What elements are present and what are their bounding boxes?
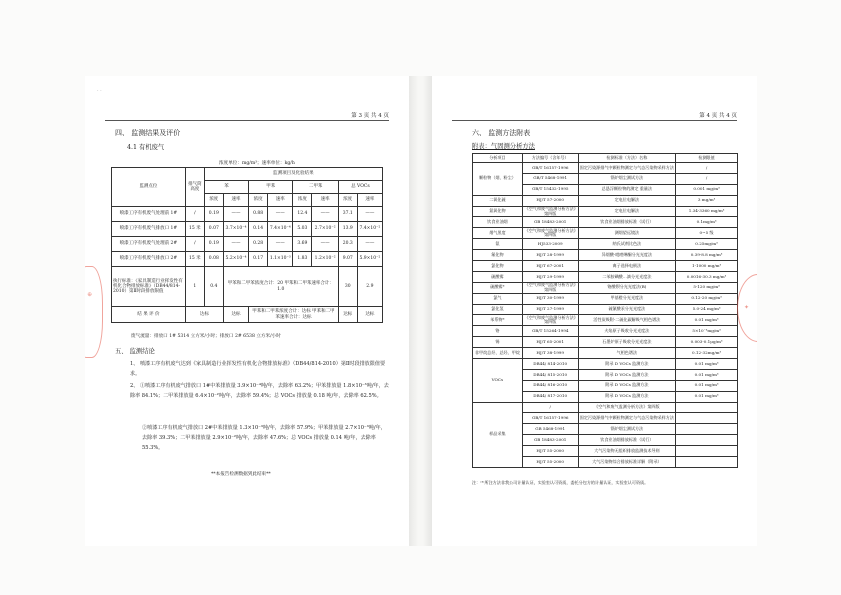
header-item: 分析项目 (473, 154, 523, 163)
cell-std: HJ/T 57-2000 (522, 195, 578, 206)
methods-rows (473, 163, 738, 468)
end-of-report-note: **本报告检测数据到此结束** (211, 472, 271, 477)
cell-name: 甲基橙分光光度法 (578, 293, 676, 304)
table-row (473, 228, 738, 239)
table-row (473, 293, 738, 304)
conclusion-3: ②喷漆工序有机废气排放口 2#中苯排放量 1.3×10⁻³吨/年，去除率 57.9%；甲苯排放量 2.7×10⁻³吨/年，去除率 39.3%；二甲苯排放量 2.9×10⁻²吨/年，去除率 47.6%；总 VOCs 排放量 0.14 吨/年，去除率 55.3%。 (142, 425, 386, 451)
cell-limit (676, 402, 738, 413)
methods-table (472, 153, 738, 468)
header-conc: 浓度 (204, 194, 223, 207)
cell-r1: 5.2×10⁻⁴ (223, 252, 248, 267)
cell-r1: —— (223, 207, 248, 222)
cell-item: 苯系物* (473, 315, 523, 326)
cell-item: 硫酸雾* (473, 282, 523, 293)
cell-limit: 0.12-20 mg/m³ (676, 293, 738, 304)
cell-c2: 0.17 (249, 252, 268, 267)
cell-item: 烟气黑度 (473, 228, 523, 239)
table-row (473, 250, 738, 261)
cell-std: HJ/T 65-2001 (522, 337, 578, 348)
header-conc: 浓度 (338, 194, 357, 207)
cell-point: 喷漆工序有机废气排放口 1# (112, 222, 186, 237)
cell-r3: —— (312, 207, 338, 222)
cell-c1: 0.08 (204, 252, 223, 267)
cell-r3: 2.7×10⁻² (312, 222, 338, 237)
seal-stamp-mark: ⊕ (87, 291, 93, 298)
evaluation-vocs-rate: 达标 (357, 307, 382, 323)
header-toluene: 甲苯 (249, 181, 293, 194)
cell-item: 样品采集 (473, 402, 523, 467)
cell-name: 饮食业油烟排放标准（试行） (578, 217, 676, 228)
cell-std: HJ/T 29-1999 (522, 271, 578, 282)
table-row (473, 206, 738, 217)
cell-std: HJ/T 28-1999 (522, 250, 578, 261)
cell-std: HJ/T 55-2000 (522, 446, 578, 457)
cell-std: GB/T 15432-1995 (522, 184, 578, 195)
cell-limit: 1.34-3360 mg/m³ (676, 206, 738, 217)
table-row (473, 282, 738, 293)
cell-c2: 0.14 (249, 222, 268, 237)
cell-c4: 13.9 (338, 222, 357, 237)
units-note: 浓度单位：mg/m³；速率单位：kg/h (219, 161, 295, 166)
cell-name: 测烟望远镜法 (578, 228, 676, 239)
cell-name: 锅炉烟尘测试方法 (578, 173, 676, 184)
cell-limit: / (676, 173, 738, 184)
table-row (473, 304, 738, 315)
cell-item: 氟化物 (473, 250, 523, 261)
cell-r2: —— (268, 237, 293, 252)
cell-std: HJ/T 67-2001 (522, 261, 578, 272)
cell-limit: 0.01 mg/m³ (676, 315, 738, 326)
cell-limit: 5×10⁻³mg/m³ (676, 326, 738, 337)
table-row (473, 261, 738, 272)
evaluation-vocs-conc: 达标 (338, 307, 357, 323)
table-row (112, 207, 383, 222)
cell-limit: 0.25mg/m³ (676, 239, 738, 250)
standard-vocs-rate: 2.9 (357, 267, 382, 307)
cell-std: GB/T 15264-1994 (522, 326, 578, 337)
table-row (473, 163, 738, 174)
table-row (473, 359, 738, 370)
header-vocs: 总 VOCs (338, 181, 382, 194)
cell-c3: 5.03 (293, 222, 312, 237)
cell-c4: 37.1 (338, 207, 357, 222)
page-header (105, 111, 389, 121)
cell-item: 氯化物 (473, 261, 523, 272)
cell-std: DB44/ 815-2010 (522, 369, 578, 380)
evaluation-label: 结 果 评 价 (112, 307, 186, 323)
cell-name: 硫氰酸汞分光光度法 (578, 304, 676, 315)
cell-c2: 0.28 (249, 237, 268, 252)
cell-limit: 0.01 mg/m³ (676, 380, 738, 391)
cell-limit (676, 424, 738, 435)
table-row (473, 337, 738, 348)
cell-limit: / (676, 163, 738, 174)
subsection-title-4-1: 4.1 有机废气 (127, 144, 165, 151)
page-number: 第 3 页 共 4 页 (351, 113, 389, 119)
cell-height: / (185, 237, 204, 252)
cell-item: 氨 (473, 239, 523, 250)
cell-name: 铬酸钡分光光度法(B) (578, 282, 676, 293)
cell-name: 定电位电解法 (578, 206, 676, 217)
cell-point: 喷漆工序有机废气处理前 2# (112, 237, 186, 252)
cell-name: 火焰原子吸收分光光度法 (578, 326, 676, 337)
section-title-4: 四、 监测结果及评价 (115, 129, 181, 137)
cell-limit: 0.01 mg/m³ (676, 359, 738, 370)
cell-name: 二苯胺碘酸…滴分光光度法 (578, 271, 676, 282)
flow-note: 废气流量：排放口 1# 5314 立方米/小时；排放口 2# 6538 立方米/小时 (131, 334, 281, 339)
table-row (473, 315, 738, 326)
cell-limit: 0.0016-30.3 mg/m³ (676, 271, 738, 282)
voc-results-table (111, 167, 383, 323)
header-method-name: 检测标准（方法）名称 (578, 154, 676, 163)
cell-std: GB/T 16157-1996 (522, 163, 578, 174)
standard-vocs-conc: 30 (338, 267, 357, 307)
table-row (473, 239, 738, 250)
cell-item: 颗粒物（烟、粉尘） (473, 163, 523, 196)
cell-std: 《空气和废气监测分析方法》第四版 (522, 206, 578, 217)
cell-limit: 0~5 级 (676, 228, 738, 239)
table-row (473, 217, 738, 228)
cell-limit: 3 mg/m³ (676, 195, 738, 206)
footnote: 注：'*'所注方法非我公司计量认证，实验室认可资质，委托分包方的计量认证，实验室认可资质。 (472, 480, 649, 485)
cell-std: GB/T 5468-1991 (522, 173, 578, 184)
cell-limit: 0.12-32mg/m³ (676, 348, 738, 359)
cell-name: 大气污染物综合排放标准详解（附录） (578, 457, 676, 468)
header-rate: 速率 (268, 194, 293, 207)
cell-item: 氯气 (473, 293, 523, 304)
cell-limit: 0.003-0.1μg/m³ (676, 337, 738, 348)
header-point: 监测点位 (112, 168, 186, 207)
header-rate: 速率 (357, 194, 382, 207)
cell-std: DB44/ 817-2010 (522, 391, 578, 402)
cell-std: GB 18483-2001 (522, 435, 578, 446)
cell-r2: 1.1×10⁻³ (268, 252, 293, 267)
cell-std: 《空气和废气监测分析方法》第四版 (522, 315, 578, 326)
cell-c3: 12.4 (293, 207, 312, 222)
standard-benzene-conc: 0.4 (204, 267, 223, 307)
results-rows (112, 207, 383, 267)
conclusion-2: 2、 ①喷漆工序有机废气排放口 1#中苯排放量 3.9×10⁻⁴吨/年，去除率 63.2%；甲苯排放量 1.8×10⁻³吨/年，去除率 84.1%；二甲苯排放量 6.4×10⁻²吨/年，去除率 59.4%；总 VOCs 排放量 0.18 吨/年，去除率 62.5%。 (130, 383, 389, 399)
cell-limit (676, 435, 738, 446)
page-fold (409, 76, 432, 546)
cell-name: 《空气和废气监测分析方法》第四版 (578, 402, 676, 413)
table-row (112, 237, 383, 252)
header-conc: 浓度 (249, 194, 268, 207)
cell-c1: 0.07 (204, 222, 223, 237)
cell-name: 固定污染源排气中颗粒物测定与气态污染物采样方法 (578, 163, 676, 174)
cell-name: 附录 D VOCs 监测方法 (578, 380, 676, 391)
cell-item: 硫酸雾 (473, 271, 523, 282)
cell-std: GB 5468-1991 (522, 424, 578, 435)
standard-height: 1 (185, 267, 204, 307)
header-conc: 浓度 (293, 194, 312, 207)
cell-std: / (522, 402, 578, 413)
cell-item: 铬 (473, 326, 523, 337)
cell-c2: 0.88 (249, 207, 268, 222)
cell-item: 氮氧化物 (473, 206, 523, 217)
header-group: 监测项目及化验结果 (204, 168, 382, 181)
cell-height: / (185, 207, 204, 222)
cell-item: 非甲烷总烃、总烃、甲烷 (473, 348, 523, 359)
header-benzene: 苯 (204, 181, 248, 194)
cell-item: VOCs (473, 359, 523, 403)
cell-name: 离子选择电极法 (578, 261, 676, 272)
cell-name: 附录 D VOCs 监测方法 (578, 359, 676, 370)
section-title-6: 六、 监测方法附表 (472, 129, 531, 137)
cell-name: 饮食业油烟排放标准（试行） (578, 435, 676, 446)
cell-c4: 9.07 (338, 252, 357, 267)
standard-toluene-xylene: 甲苯和二甲苯浓度合计：20 甲苯和二甲苯速率合计：1.0 (223, 267, 338, 307)
cell-limit: 5-120 mg/m³ (676, 282, 738, 293)
header-xylene: 二甲苯 (293, 181, 338, 194)
page-number: 第 4 页 共 4 页 (699, 113, 737, 119)
cell-c3: 1.83 (293, 252, 312, 267)
cell-std: HJ/T 55-2000 (522, 457, 578, 468)
cell-height: 15 米 (185, 252, 204, 267)
cell-item: 氯化氢 (473, 304, 523, 315)
cell-std: DB44/ 814-2010 (522, 359, 578, 370)
header-method-no: 方法编号（含年号） (522, 154, 578, 163)
table-row (112, 222, 383, 237)
cell-r1: 3.7×10⁻⁴ (223, 222, 248, 237)
cell-limit: 0.01 mg/m³ (676, 391, 738, 402)
page-header (452, 111, 737, 121)
table-row (112, 252, 383, 267)
appendix-caption: 附表：气固测分析方法 (472, 143, 535, 150)
cell-name: 固定污染源排气中颗粒物测定与气态污染物采样方法 (578, 413, 676, 424)
standard-label: 执行标准：《家具制造行业挥发性有机化合物排放标准》（DB44/814-2010）第Ⅱ时段排放限值 (112, 267, 186, 307)
cell-name: 定电位电解法 (578, 195, 676, 206)
header-rate: 速率 (223, 194, 248, 207)
cell-r2: —— (268, 207, 293, 222)
header-detection-limit: 检测限值 (676, 154, 738, 163)
cell-std: HJ/T 30-1999 (522, 293, 578, 304)
cell-name: 纳氏试剂比色法 (578, 239, 676, 250)
cell-std: GB 18483-2001 (522, 217, 578, 228)
cell-c3: 3.69 (293, 237, 312, 252)
cell-point: 喷漆工序有机废气处理前 1# (112, 207, 186, 222)
section-title-5: 五、 监测结论 (115, 348, 155, 355)
cell-limit: 0.01 mg/m³ (676, 369, 738, 380)
conclusion-1: 1、 喷漆工序有机废气达到《家具制造行业挥发性有机化合物排放标准》（DB44/814-2010）第Ⅱ时段排放限值要求。 (130, 361, 386, 377)
cell-c4: 20.3 (338, 237, 357, 252)
cell-r4: 5.9×10⁻² (357, 252, 382, 267)
cell-std: HJ533-2009 (522, 239, 578, 250)
evaluation-rate: 达标 (223, 307, 248, 323)
cell-r3: —— (312, 237, 338, 252)
cell-r1: —— (223, 237, 248, 252)
cell-limit: 0.1mg/m³ (676, 217, 738, 228)
table-row (473, 402, 738, 413)
table-row (473, 195, 738, 206)
table-row (473, 326, 738, 337)
corner-mark: · · (97, 88, 102, 94)
cell-limit: 5.0-24 mg/m³ (676, 304, 738, 315)
cell-limit (676, 413, 738, 424)
cell-limit (676, 457, 738, 468)
cell-name: 锅炉烟尘测试方法 (578, 424, 676, 435)
cell-r4: —— (357, 207, 382, 222)
cell-std: 《空气和废气监测分析方法》第四版 (522, 282, 578, 293)
cell-item: 锡 (473, 337, 523, 348)
cell-c1: 0.19 (204, 237, 223, 252)
header-height: 排气筒高度 (185, 168, 204, 207)
cell-name: 活性炭吸附-二硫化碳解吸气相色谱法 (578, 315, 676, 326)
cell-name: 石墨炉原子吸收分光光度法 (578, 337, 676, 348)
cell-item: 二氧化硫 (473, 195, 523, 206)
table-row (473, 348, 738, 359)
report-page-4 (432, 76, 757, 546)
cell-name: 大气污染物无组织排放监测技术导则 (578, 446, 676, 457)
cell-c1: 0.19 (204, 207, 223, 222)
cell-r4: —— (357, 237, 382, 252)
cell-limit: 0.001 mg/m³ (676, 184, 738, 195)
cell-std: HJ/T 27-1999 (522, 304, 578, 315)
cell-item: 饮食业油烟 (473, 217, 523, 228)
cell-std: GB/T 16157-1996 (522, 413, 578, 424)
cell-std: HJ/T 38-1999 (522, 348, 578, 359)
cell-limit (676, 446, 738, 457)
cell-limit: 1-1000 mg/m³ (676, 261, 738, 272)
cell-name: 附录 D VOCs 监测方法 (578, 391, 676, 402)
cell-r4: 7.4×10⁻² (357, 222, 382, 237)
header-rate: 速率 (312, 194, 338, 207)
cell-r3: 1.2×10⁻² (312, 252, 338, 267)
cell-point: 喷漆工序有机废气排放口 2# (112, 252, 186, 267)
seal-stamp-mark: ✦ (744, 304, 750, 311)
cell-limit: 0.39-8.8 mg/m³ (676, 250, 738, 261)
cell-std: 《空气和废气监测分析方法》第四版 (522, 228, 578, 239)
cell-name: 异烟酸-吡唑啉酮分光光度法 (578, 250, 676, 261)
cell-name: 附录 D VOCs 监测方法 (578, 369, 676, 380)
cell-height: 15 米 (185, 222, 204, 237)
seal-stamp (85, 266, 103, 358)
evaluation-benzene: 达标 (185, 307, 223, 323)
report-page-3 (85, 76, 409, 546)
cell-std: DB44/ 816-2010 (522, 380, 578, 391)
evaluation-toluene-xylene: 甲苯和二甲苯浓度合计：达标 甲苯和二甲苯速率合计：达标 (249, 307, 339, 323)
table-row (473, 271, 738, 282)
cell-name: 气相色谱法 (578, 348, 676, 359)
cell-name: 总悬浮颗粒物的测定 重量法 (578, 184, 676, 195)
cell-r2: 7.4×10⁻⁴ (268, 222, 293, 237)
